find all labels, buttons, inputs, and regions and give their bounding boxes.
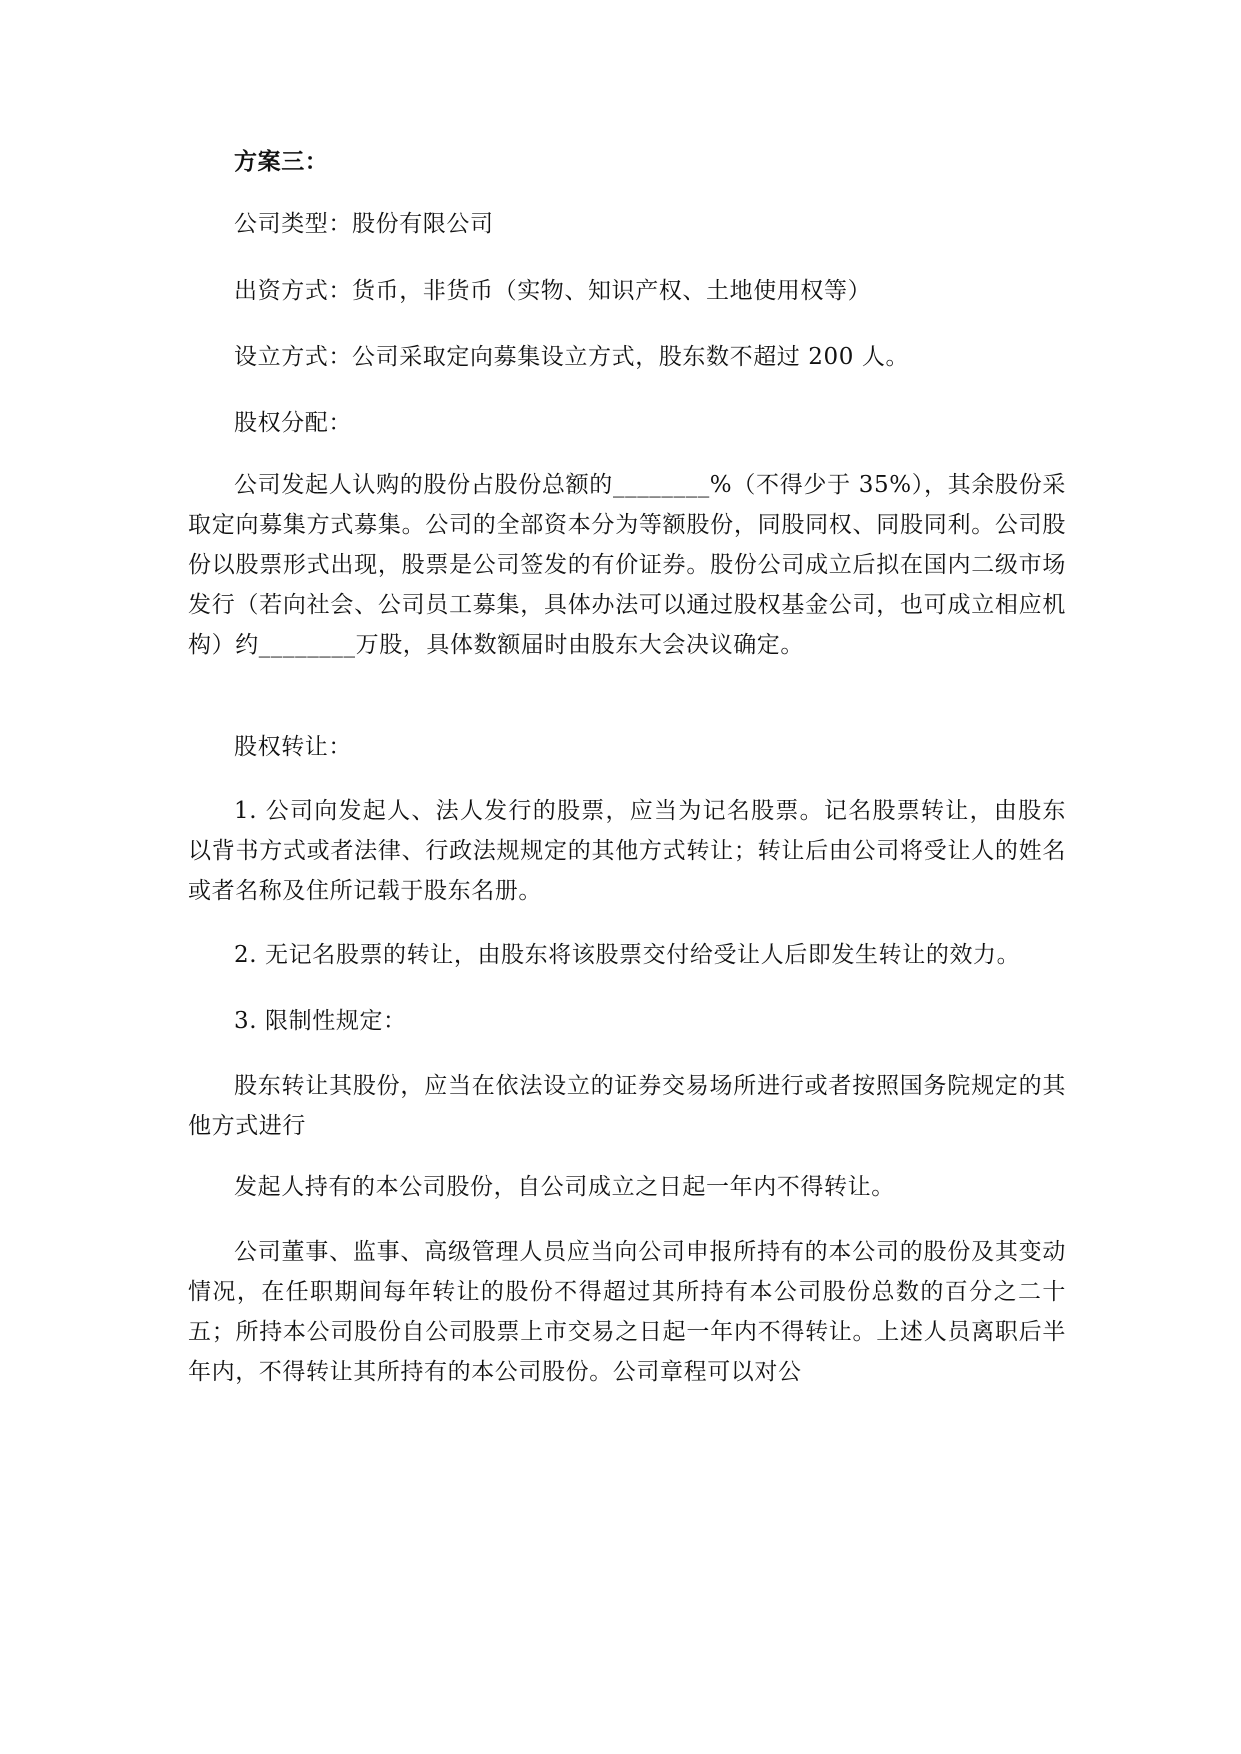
- document-page: [188, 0, 1066, 1754]
- restriction-paragraph-3: 公司董事、监事、高级管理人员应当向公司申报所持有的本公司的股份及其变动情况，在任职期间每年转让的股份不得超过其所持有本公司股份总数的百分之二十五；所持本公司股份自公司股票上市交易之日起一年内不得转让。上述人员离职后半年内，不得转让其所持有的本公司股份。公司章程可以对公: [188, 1239, 1066, 1385]
- plan-heading: 方案三：: [234, 148, 329, 175]
- restriction-paragraph-1: 股东转让其股份，应当在依法设立的证券交易场所进行或者按照国务院规定的其他方式进行: [188, 1073, 1066, 1139]
- company-type-line: 公司类型：股份有限公司: [234, 211, 494, 237]
- transfer-item-2: 2. 无记名股票的转让，由股东将该股票交付给受让人后即发生转让的效力。: [234, 942, 1021, 968]
- establishment-method-line: 设立方式：公司采取定向募集设立方式，股东数不超过 200 人。: [234, 344, 910, 370]
- equity-distribution-title: 股权分配：: [234, 410, 352, 436]
- equity-transfer-title: 股权转让：: [234, 734, 352, 760]
- transfer-item-3: 3. 限制性规定：: [234, 1008, 407, 1034]
- equity-distribution-paragraph: 公司发起人认购的股份占股份总额的________%（不得少于 35%），其余股份采取定向募集方式募集。公司的全部资本分为等额股份，同股同权、同股同利。公司股份以股票形式出现，股票是公司签发的有价证券。股份公司成立后拟在国内二级市场发行（若向社会、公司员工募集，具体办法可以通过股权基金公司，也可成立相应机构）约________万股，具体数额届时由股东大会决议确定。: [188, 472, 1066, 658]
- restriction-paragraph-2: 发起人持有的本公司股份，自公司成立之日起一年内不得转让。: [234, 1174, 895, 1200]
- transfer-item-1: 1. 公司向发起人、法人发行的股票，应当为记名股票。记名股票转让，由股东以背书方式或者法律、行政法规规定的其他方式转让；转让后由公司将受让人的姓名或者名称及住所记载于股东名册。: [188, 798, 1066, 904]
- contribution-method-line: 出资方式：货币，非货币（实物、知识产权、土地使用权等）: [234, 278, 872, 304]
